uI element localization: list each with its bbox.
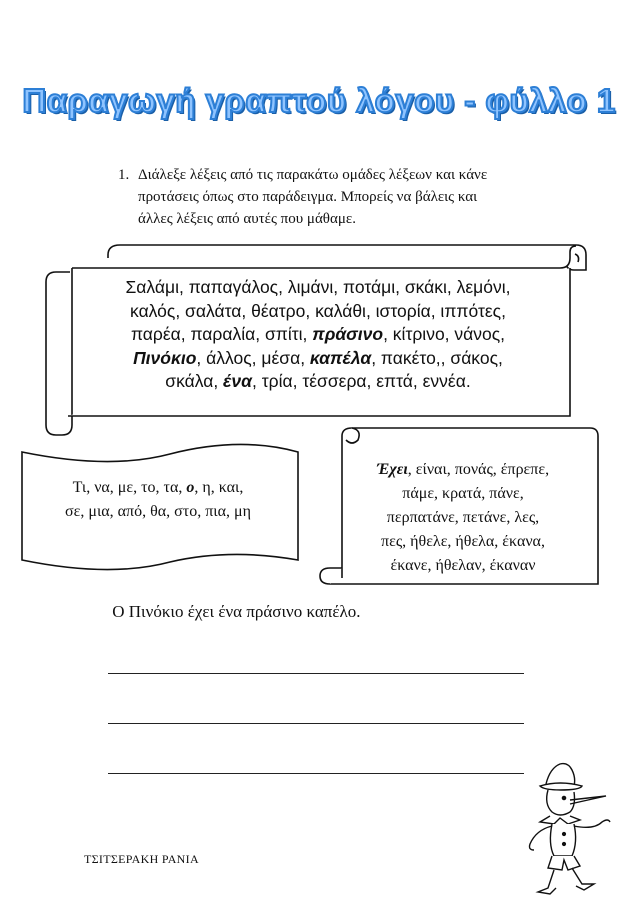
answer-line-3[interactable] (96, 759, 524, 779)
main-word-list (68, 276, 568, 394)
main-words-line-3: παρέα, παραλία, σπίτι, πράσινο, κίτρινο, νάνος, (130, 324, 506, 344)
highlight-word: ένα (223, 371, 253, 391)
instruction-line-1: Διάλεξε λέξεις από τις παρακάτω ομάδες λέξεων και κάνε (138, 167, 488, 183)
answer-blank[interactable] (108, 759, 524, 774)
main-words-line-5: σκάλα, ένα, τρία, τέσσερα, επτά, εννέα. (165, 371, 471, 391)
right-word-list (333, 458, 593, 578)
page-title: Παραγωγή γραπτού λόγου - φύλλο 1 (22, 82, 616, 119)
main-words-line-4: Πινόκιο, άλλος, μέσα, καπέλα, πακέτο,, σάκος, (133, 347, 503, 368)
right-words-line-1: Έχει, είναι, πονάς, έπρεπε, (376, 461, 550, 478)
example-text: Ο Πινόκιο έχει ένα πράσινο καπέλο. (112, 602, 361, 621)
example-sentence (96, 602, 361, 622)
left-words-line-1: Τι, να, με, το, τα, ο, η, και, (72, 479, 244, 496)
answer-blank[interactable] (108, 709, 524, 724)
author-footer: ΤΣΙΤΣΕΡΑΚΗ ΡΑΝΙΑ (84, 852, 199, 866)
answer-line-1[interactable] (96, 659, 524, 679)
highlight-word: πράσινο (312, 324, 384, 344)
instruction-line-2: προτάσεις όπως στο παράδειγμα. Μπορείς να βάλεις και (138, 189, 478, 205)
highlight-word: Πινόκιο (133, 347, 197, 368)
pinocchio-illustration (510, 760, 628, 900)
answer-line-2[interactable] (96, 709, 524, 729)
highlight-word: καπέλα (309, 347, 372, 368)
right-words-line-5: έκανε, ήθελαν, έκαναν (390, 557, 536, 574)
right-words-line-4: πες, ήθελε, ήθελα, έκανα, (381, 533, 545, 550)
left-word-list (22, 476, 294, 524)
highlight-word: Έχει (376, 461, 408, 478)
instruction-line-3: άλλες λέξεις από αυτές που μάθαμε. (138, 211, 356, 227)
main-words-line-1: Σαλάμι, παπαγάλος, λιμάνι, ποτάμι, σκάκι, λεμόνι, (125, 277, 511, 297)
left-words-line-2: σε, μια, από, θα, στο, πια, μη (65, 503, 251, 520)
instruction-text (118, 164, 588, 230)
main-words-line-2: καλός, σαλάτα, θέατρο, καλάθι, ιστορία, ιππότες, (130, 300, 506, 321)
instruction-number: 1. (118, 167, 130, 183)
right-words-line-3: περπατάνε, πετάνε, λες, (386, 509, 540, 526)
right-words-line-2: πάμε, κρατά, πάνε, (402, 485, 524, 502)
answer-blank[interactable] (108, 659, 524, 674)
highlight-word: ο (186, 479, 195, 496)
